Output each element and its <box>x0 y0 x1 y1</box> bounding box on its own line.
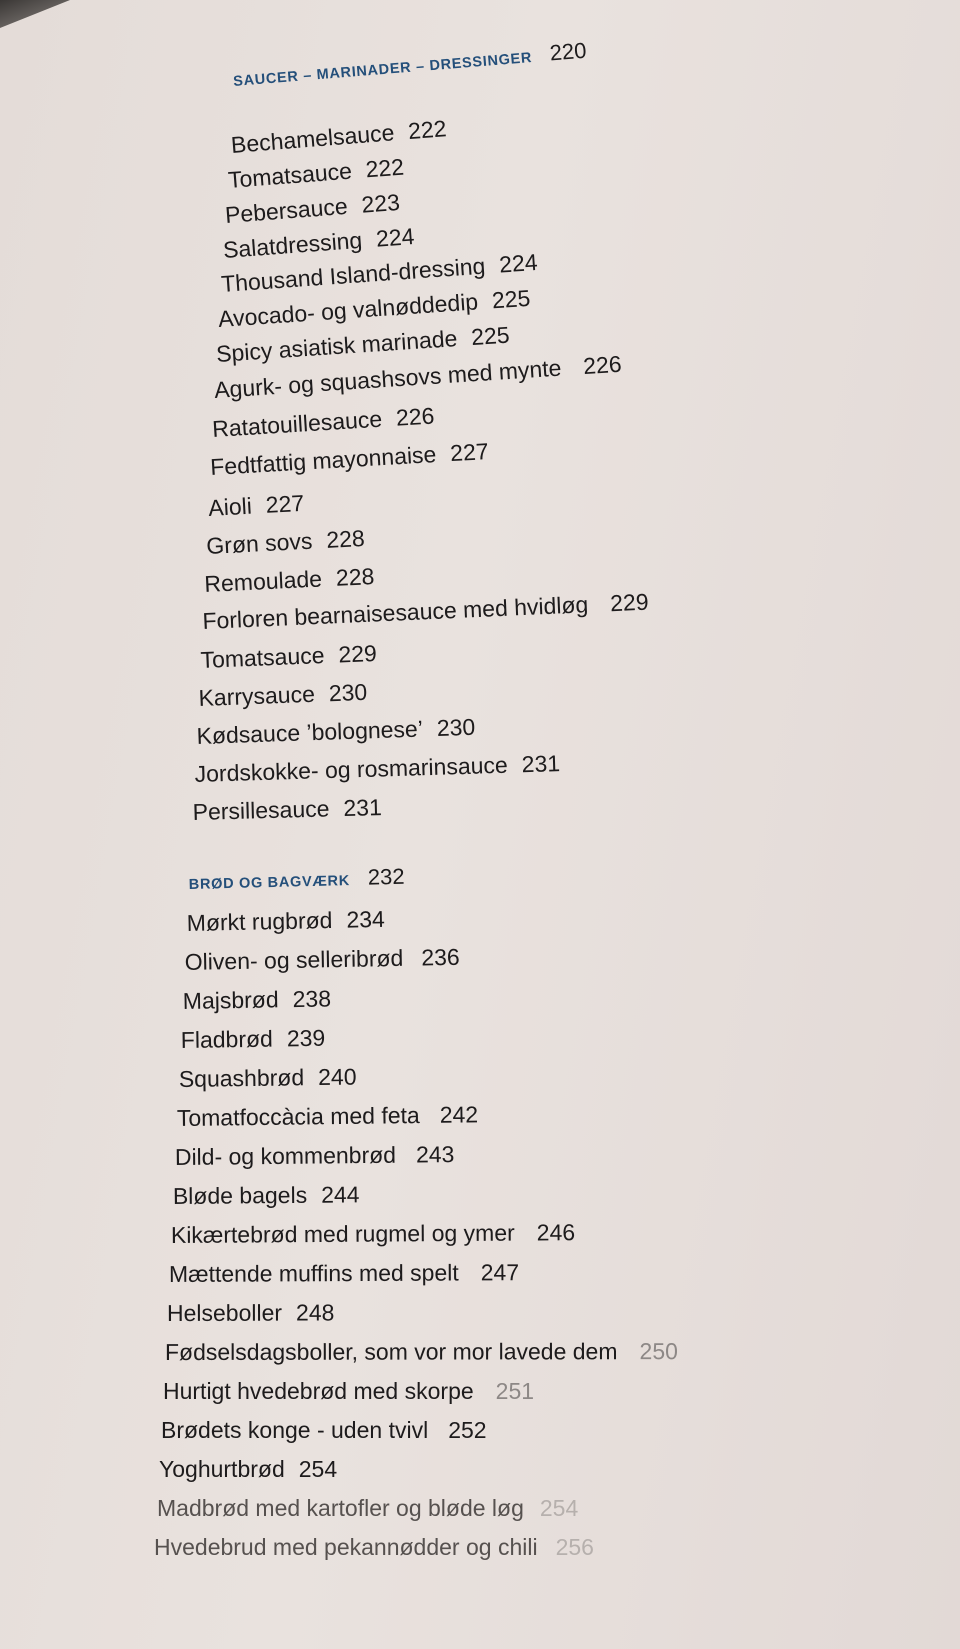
section-title: SAUCER – MARINADER – DRESSINGER <box>232 50 533 90</box>
entry-page-number: 227 <box>449 437 490 467</box>
entry-page-number: 229 <box>337 639 378 668</box>
toc-entry[interactable] <box>201 588 650 634</box>
toc-entry[interactable] <box>206 527 365 558</box>
toc-entry[interactable] <box>178 1063 357 1092</box>
entry-page-number: 226 <box>582 350 623 380</box>
entry-page-number: 225 <box>491 284 532 314</box>
toc-entry[interactable] <box>227 153 405 193</box>
entry-title: Fedtfattig mayonnaise <box>209 441 437 480</box>
toc-entry[interactable] <box>192 796 382 824</box>
entry-title: Mættende muffins med spelt <box>168 1259 459 1287</box>
entry-title: Jordskokke- og rosmarinsauce <box>194 751 509 787</box>
toc-entry[interactable] <box>157 1497 578 1520</box>
entry-title: Grøn sovs <box>205 527 313 559</box>
toc-entry[interactable] <box>169 1261 519 1286</box>
toc-entry[interactable] <box>222 225 415 262</box>
toc-entry[interactable] <box>154 1536 594 1559</box>
entry-page-number: 252 <box>448 1417 487 1443</box>
entry-page-number: 231 <box>343 794 383 822</box>
entry-title: Pebersauce <box>224 192 349 228</box>
entry-page-number: 228 <box>335 563 375 591</box>
entry-page-number: 228 <box>325 525 366 553</box>
toc-entry[interactable] <box>224 188 401 228</box>
toc-entry[interactable] <box>167 1301 335 1325</box>
section-title: BRØD OG BAGVÆRK <box>188 873 351 893</box>
toc-entry[interactable] <box>163 1380 534 1403</box>
entry-page-number: 250 <box>639 1338 678 1365</box>
entry-title: Mørkt rugbrød <box>186 906 333 936</box>
toc-entry[interactable] <box>175 1143 455 1169</box>
toc-entry[interactable] <box>194 752 560 786</box>
entry-title: Tomatfoccàcia med feta <box>176 1102 420 1131</box>
entry-title: Oliven- og selleribrød <box>184 944 404 975</box>
entry-title: Karrysauce <box>198 680 316 711</box>
entry-page-number: 251 <box>495 1378 535 1404</box>
toc-entry[interactable] <box>209 437 490 480</box>
entry-page-number: 239 <box>286 1024 326 1052</box>
entry-page-number: 234 <box>346 905 386 933</box>
toc-entry[interactable] <box>165 1340 678 1364</box>
entry-title: Hurtigt hvedebrød med skorpe <box>163 1378 474 1404</box>
entry-page-number: 243 <box>415 1141 455 1168</box>
entry-page-number: 223 <box>360 188 401 218</box>
entry-title: Dild- og kommenbrød <box>174 1141 397 1170</box>
entry-page-number: 230 <box>328 678 368 707</box>
toc-entry[interactable] <box>215 321 511 367</box>
toc-entry[interactable] <box>207 489 305 521</box>
entry-title: Spicy asiatisk marinade <box>215 325 459 367</box>
entry-page-number: 229 <box>609 588 650 617</box>
entry-title: Madbrød med kartofler og bløde løg <box>157 1495 524 1521</box>
toc-entry[interactable] <box>180 1024 326 1053</box>
entry-page-number: 226 <box>395 402 436 431</box>
entry-title: Forloren bearnaisesauce med hvidløg <box>201 591 589 634</box>
entry-page-number: 225 <box>470 321 511 351</box>
entry-title: Kødsauce ’bolognese’ <box>196 715 424 749</box>
entry-page-number: 242 <box>439 1101 479 1128</box>
entry-page-number: 222 <box>407 115 448 145</box>
entry-page-number: 238 <box>292 985 332 1013</box>
entry-title: Salatdressing <box>222 226 364 263</box>
entry-page-number: 240 <box>317 1063 357 1091</box>
entry-title: Brødets konge - uden tvivl <box>161 1417 429 1443</box>
toc-entry[interactable] <box>171 1221 575 1247</box>
entry-title: Thousand Island-dressing <box>220 252 487 297</box>
entry-title: Fødselsdagsboller, som vor mor lavede dem <box>164 1338 618 1365</box>
entry-title: Persillesauce <box>192 795 330 825</box>
entry-page-number: 224 <box>498 248 539 278</box>
toc-entry[interactable] <box>199 639 378 673</box>
toc-entry[interactable] <box>159 1458 337 1481</box>
section-page-number: 232 <box>367 863 405 890</box>
toc-entry[interactable] <box>230 117 447 157</box>
entry-page-number: 247 <box>480 1259 520 1286</box>
entry-title: Helseboller <box>166 1299 283 1326</box>
entry-page-number: 246 <box>536 1219 576 1246</box>
entry-title: Tomatsauce <box>199 642 325 673</box>
section-heading <box>232 37 588 90</box>
toc-entry[interactable] <box>204 565 375 596</box>
toc-entry[interactable] <box>212 404 435 441</box>
entry-page-number: 254 <box>539 1495 579 1521</box>
entry-page-number: 224 <box>375 223 416 252</box>
entry-page-number: 236 <box>421 943 460 971</box>
toc-entry[interactable] <box>161 1419 487 1442</box>
entry-title: Bechamelsauce <box>230 119 396 158</box>
toc-entry[interactable] <box>186 905 386 936</box>
entry-title: Kikærtebrød med rugmel og ymer <box>170 1219 515 1248</box>
entry-title: Yoghurtbrød <box>159 1456 285 1482</box>
entry-title: Ratatouillesauce <box>211 405 383 442</box>
entry-title: Bløde bagels <box>172 1181 308 1209</box>
section-heading <box>188 863 405 893</box>
entry-title: Squashbrød <box>178 1064 305 1092</box>
entry-title: Majsbrød <box>182 986 279 1014</box>
entry-page-number: 248 <box>295 1299 335 1326</box>
entry-title: Avocado- og valnøddedip <box>217 288 479 332</box>
entry-title: Aioli <box>207 492 253 521</box>
toc-entry[interactable] <box>184 943 460 975</box>
entry-title: Fladbrød <box>180 1025 274 1053</box>
entry-title: Hvedebrud med pekannødder og chili <box>154 1534 538 1560</box>
entry-page-number: 222 <box>364 153 405 183</box>
toc-entry[interactable] <box>198 678 368 711</box>
entry-page-number: 231 <box>521 750 561 778</box>
entry-page-number: 254 <box>298 1456 338 1482</box>
toc-entry[interactable] <box>177 1103 479 1130</box>
entry-page-number: 256 <box>555 1534 594 1560</box>
entry-page-number: 230 <box>436 713 476 742</box>
toc-entry[interactable] <box>173 1183 360 1208</box>
entry-title: Remoulade <box>203 565 323 597</box>
toc-entry[interactable] <box>196 713 476 749</box>
entry-page-number: 227 <box>265 489 305 518</box>
entry-page-number: 244 <box>321 1181 360 1208</box>
entry-title: Agurk- og squashsovs med mynte <box>213 354 563 403</box>
entry-title: Tomatsauce <box>227 157 353 193</box>
section-page-number: 220 <box>548 37 588 66</box>
toc-entry[interactable] <box>183 987 332 1013</box>
